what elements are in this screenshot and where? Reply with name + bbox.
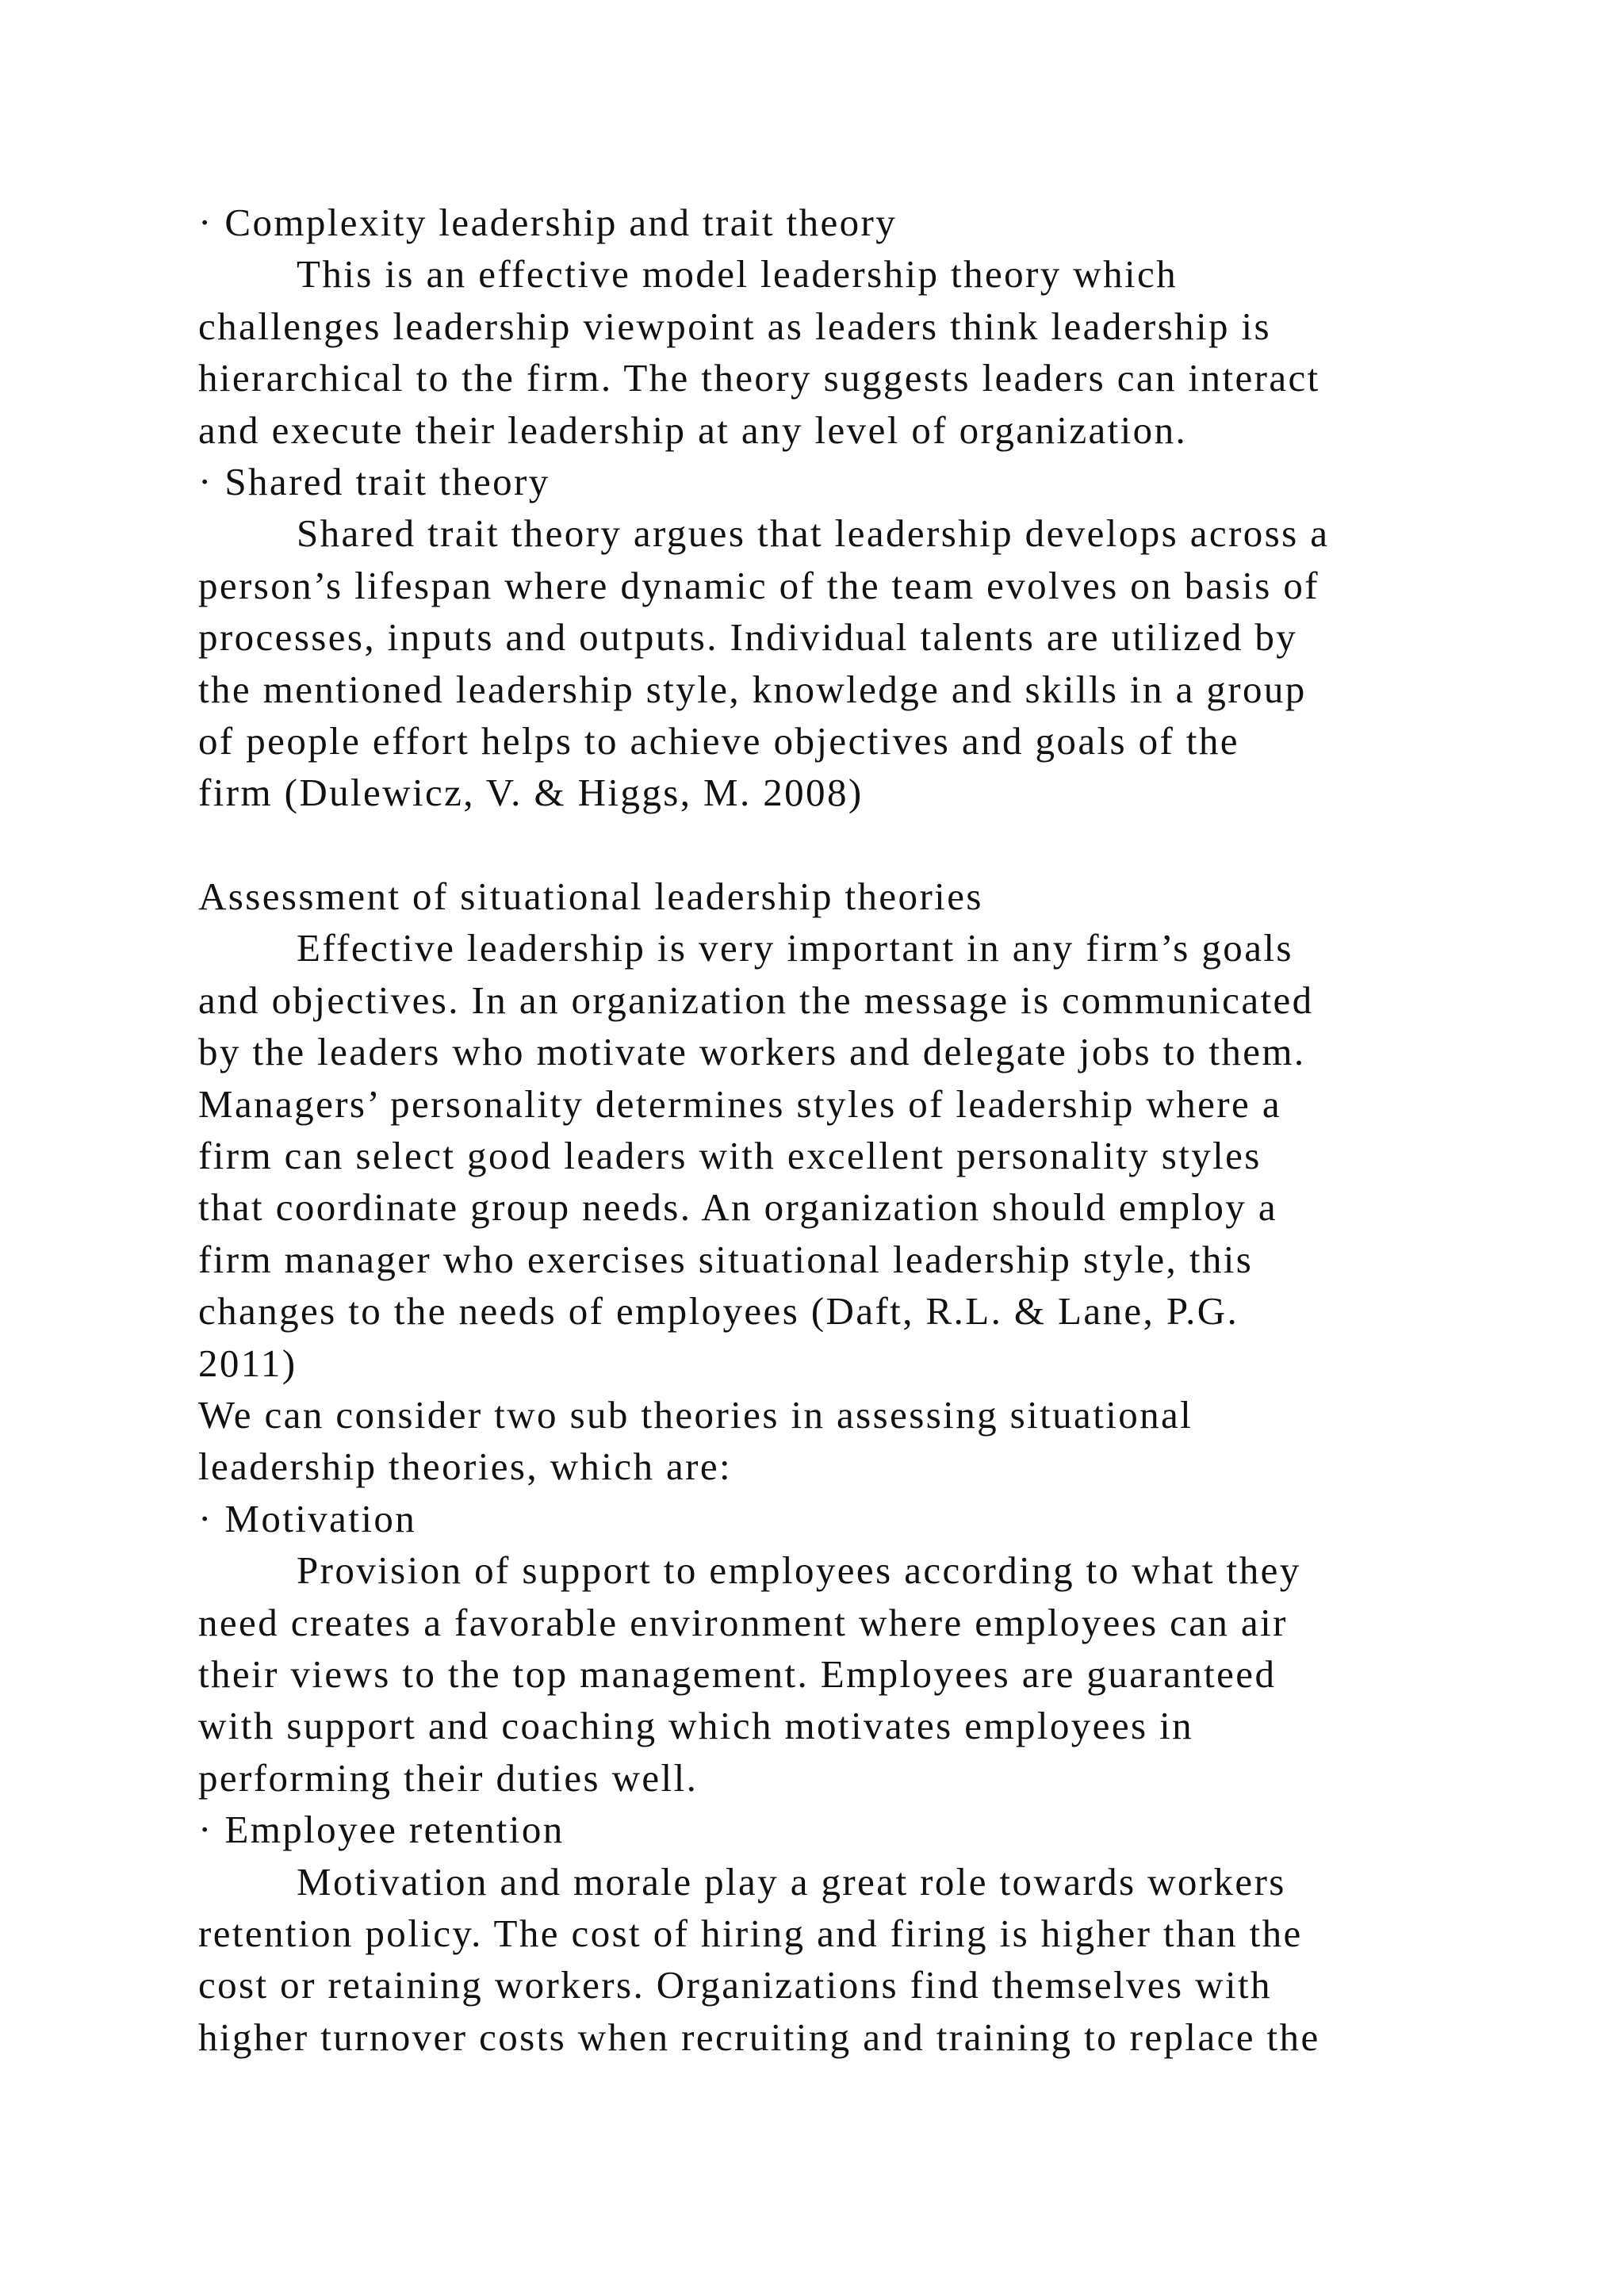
paragraph-line: higher turnover costs when recruiting and training to replace the [198,2015,1320,2059]
paragraph-line: Effective leadership is very important in any firm’s goals [297,926,1293,970]
paragraph-line: the mentioned leadership style, knowledge and skills in a group [198,667,1307,711]
paragraph-line: need creates a favorable environment where employees can air [198,1600,1288,1644]
blank-line [198,819,1546,871]
paragraph-line: and objectives. In an organization the message is communicated [198,978,1314,1022]
paragraph-line: Provision of support to employees according to what they [297,1548,1301,1593]
bullet-heading-motivation: · Motivation [198,1496,417,1540]
paragraph-line: Motivation and morale play a great role towards workers [297,1859,1286,1904]
bullet-heading-employee-retention: · Employee retention [198,1808,565,1852]
paragraph-line: that coordinate group needs. An organization should employ a [198,1185,1278,1230]
paragraph-line: We can consider two sub theories in assessing situational [198,1392,1193,1437]
paragraph-line: and execute their leadership at any level of organization. [198,408,1188,452]
paragraph-line: processes, inputs and outputs. Individual talents are utilized by [198,615,1298,660]
paragraph-line: firm can select good leaders with excellent personality styles [198,1134,1262,1178]
bullet-heading-complexity: · Complexity leadership and trait theory [198,201,898,244]
paragraph-line: firm (Dulewicz, V. & Higgs, M. 2008) [198,771,864,815]
paragraph-line: of people effort helps to achieve objectives and goals of the [198,718,1239,763]
paragraph-line: changes to the needs of employees (Daft, R.L. & Lane, P.G. [198,1289,1239,1334]
bullet-heading-shared-trait: · Shared trait theory [198,459,550,503]
paragraph-line: 2011) [198,1341,297,1385]
paragraph-line: person’s lifespan where dynamic of the team evolves on basis of [198,563,1320,607]
paragraph-line: Managers’ personality determines styles of leadership where a [198,1081,1281,1126]
paragraph-line: their views to the top management. Employees are guaranteed [198,1651,1277,1696]
paragraph-line: with support and coaching which motivates employees in [198,1704,1193,1748]
paragraph-line: cost or retaining workers. Organizations find themselves with [198,1963,1272,2007]
paragraph-line: by the leaders who motivate workers and delegate jobs to them. [198,1030,1306,1074]
paragraph-line: leadership theories, which are: [198,1445,733,1489]
document-body [198,197,1546,2063]
paragraph-line: Shared trait theory argues that leadership develops across a [297,511,1330,556]
paragraph-line: performing their duties well. [198,1755,699,1800]
section-heading-assessment: Assessment of situational leadership theories [198,874,983,919]
paragraph-line: This is an effective model leadership theory which [297,252,1178,297]
paragraph-line: challenges leadership viewpoint as leaders think leadership is [198,304,1272,348]
paragraph-line: retention policy. The cost of hiring and firing is higher than the [198,1911,1303,1955]
paragraph-line: firm manager who exercises situational leadership style, this [198,1237,1254,1281]
paragraph-line: hierarchical to the firm. The theory suggests leaders can interact [198,356,1320,400]
